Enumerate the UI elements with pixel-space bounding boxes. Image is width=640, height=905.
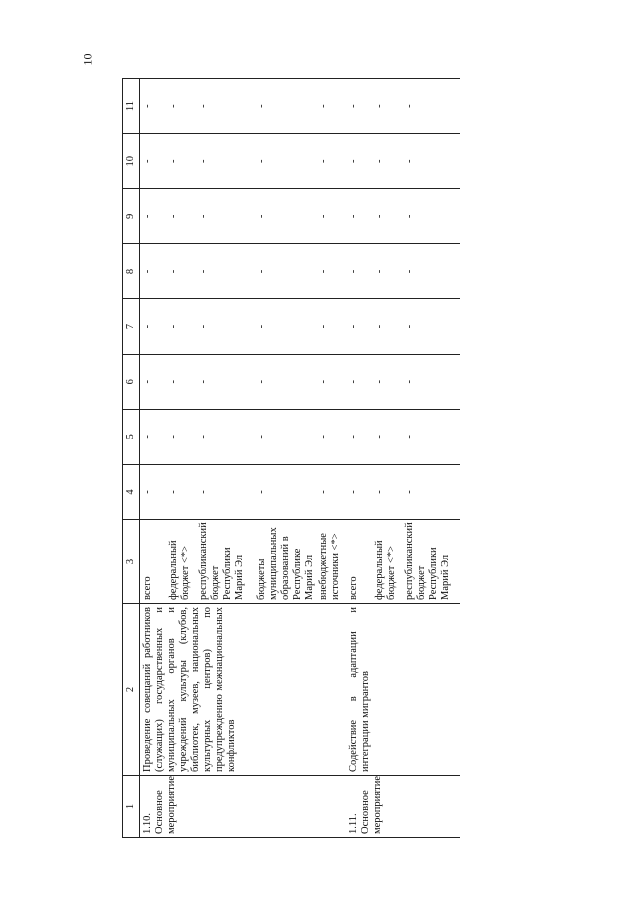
funding-value: - [166, 134, 196, 189]
funding-value: - [196, 299, 254, 354]
column-header: 10 [123, 134, 140, 189]
activity-code: 1.11. Основное мероприятие [346, 776, 460, 838]
funding-value: - [166, 464, 196, 519]
activity-code: 1.10. Основное мероприятие [140, 776, 346, 838]
activity-description: Содействие в адаптации и интеграции мигрантов [346, 604, 460, 776]
column-header: 7 [123, 299, 140, 354]
funding-value: - [372, 134, 402, 189]
column-header: 8 [123, 244, 140, 299]
funding-value: - [254, 189, 316, 244]
funding-value: - [140, 409, 166, 464]
column-header: 5 [123, 409, 140, 464]
funding-value: - [140, 134, 166, 189]
funding-value: - [254, 134, 316, 189]
funding-value: - [254, 464, 316, 519]
funding-value: - [346, 409, 372, 464]
funding-source: федеральный бюджет <*> [372, 520, 402, 604]
funding-value: - [402, 79, 460, 134]
funding-value: - [140, 79, 166, 134]
funding-source: бюджеты муниципальных образований в Республике Марий Эл [254, 520, 316, 604]
funding-value: - [166, 244, 196, 299]
table-row [140, 79, 166, 838]
column-header: 9 [123, 189, 140, 244]
column-header: 1 [123, 776, 140, 838]
table-container [122, 78, 522, 838]
funding-value: - [196, 409, 254, 464]
funding-value: - [402, 244, 460, 299]
funding-source: республиканский бюджет Республики Марий Эл [196, 520, 254, 604]
funding-source: федеральный бюджет <*> [166, 520, 196, 604]
funding-value: - [140, 244, 166, 299]
funding-value: - [316, 189, 346, 244]
funding-value: - [166, 299, 196, 354]
funding-value: - [346, 464, 372, 519]
funding-value: - [372, 409, 402, 464]
page-number: 10 [80, 53, 95, 66]
funding-value: - [346, 244, 372, 299]
funding-source: всего [140, 520, 166, 604]
funding-value: - [402, 354, 460, 409]
funding-value: - [372, 244, 402, 299]
funding-value: - [316, 299, 346, 354]
column-header: 11 [123, 79, 140, 134]
funding-value: - [372, 464, 402, 519]
funding-value: - [346, 134, 372, 189]
funding-value: - [372, 299, 402, 354]
funding-value: - [372, 354, 402, 409]
column-header: 2 [123, 604, 140, 776]
funding-value: - [166, 354, 196, 409]
funding-value: - [316, 244, 346, 299]
column-header: 3 [123, 520, 140, 604]
funding-value: - [402, 134, 460, 189]
funding-value: - [372, 79, 402, 134]
funding-value: - [316, 409, 346, 464]
funding-value: - [196, 244, 254, 299]
funding-value: - [196, 134, 254, 189]
activity-description: Проведение совещаний работников (служащих) государственных и муниципальных органов и учреждений культуры (клубов, библиотек, музеев, национальных культурных центров) по предупреждению межнациональных конфликтов [140, 604, 346, 776]
funding-value: - [254, 354, 316, 409]
program-table [122, 78, 460, 838]
funding-value: - [316, 464, 346, 519]
funding-value: - [402, 409, 460, 464]
funding-value: - [166, 409, 196, 464]
funding-value: - [196, 79, 254, 134]
funding-value: - [316, 79, 346, 134]
funding-source: всего [346, 520, 372, 604]
funding-value: - [346, 299, 372, 354]
funding-value: - [402, 189, 460, 244]
funding-value: - [316, 354, 346, 409]
table-row [346, 79, 372, 838]
funding-value: - [254, 409, 316, 464]
funding-value: - [140, 354, 166, 409]
funding-source: внебюджетные источники <*> [316, 520, 346, 604]
funding-value: - [254, 244, 316, 299]
funding-value: - [372, 189, 402, 244]
funding-value: - [346, 79, 372, 134]
funding-value: - [196, 464, 254, 519]
funding-value: - [196, 354, 254, 409]
funding-value: - [254, 299, 316, 354]
column-header: 4 [123, 464, 140, 519]
funding-value: - [316, 134, 346, 189]
funding-value: - [166, 189, 196, 244]
funding-value: - [166, 79, 196, 134]
funding-source: республиканский бюджет Республики Марий Эл [402, 520, 460, 604]
funding-value: - [140, 464, 166, 519]
funding-value: - [140, 299, 166, 354]
header-row [123, 79, 140, 838]
funding-value: - [402, 299, 460, 354]
funding-value: - [346, 354, 372, 409]
funding-value: - [196, 189, 254, 244]
column-header: 6 [123, 354, 140, 409]
funding-value: - [254, 79, 316, 134]
funding-value: - [140, 189, 166, 244]
funding-value: - [346, 189, 372, 244]
funding-value: - [402, 464, 460, 519]
